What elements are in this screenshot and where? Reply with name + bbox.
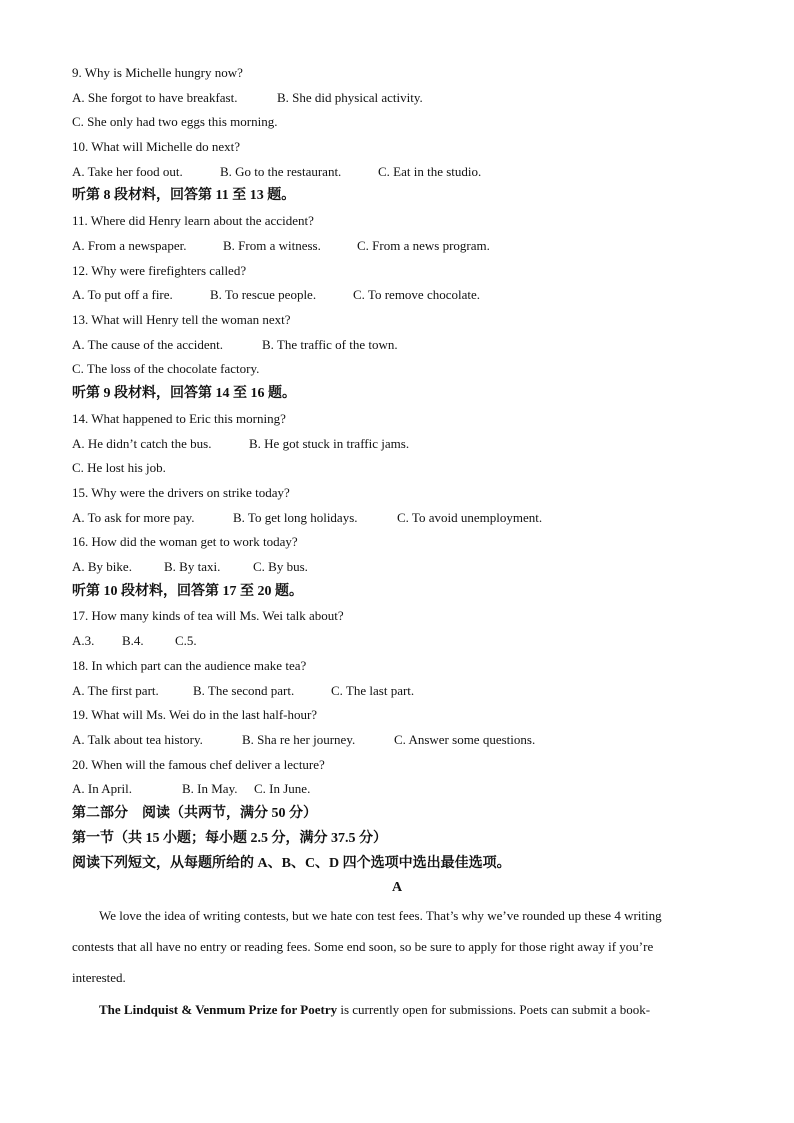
- option-a: A.3.: [72, 633, 95, 648]
- passage-label: A: [391, 880, 403, 895]
- option-c: C.5.: [175, 633, 197, 648]
- option-c: C. Eat in the studio.: [378, 164, 482, 179]
- option-a: A. The cause of the accident.: [72, 337, 223, 352]
- section-1-heading: 第一节（共 15 小题；每小题 2.5 分，满分 37.5 分）: [72, 831, 387, 846]
- question-12: 12. Why were firefighters called?: [72, 263, 247, 278]
- question-20-options: [72, 780, 310, 798]
- passage-paragraph-2: [99, 1001, 749, 1019]
- option-a: A. The first part.: [72, 683, 159, 698]
- option-a: A. She forgot to have breakfast.: [72, 90, 238, 105]
- option-b: B. In May.: [182, 781, 238, 796]
- question-18: 18. In which part can the audience make tea?: [72, 658, 307, 673]
- option-c: C. She only had two eggs this morning.: [72, 114, 278, 129]
- question-10: 10. What will Michelle do next?: [72, 139, 240, 154]
- question-14: 14. What happened to Eric this morning?: [72, 411, 286, 426]
- section-10-heading: 听第 10 段材料，回答第 17 至 20 题。: [72, 584, 303, 599]
- option-b: B. By taxi.: [164, 559, 221, 574]
- option-a: A. Take her food out.: [72, 164, 183, 179]
- option-c: C. Answer some questions.: [394, 732, 536, 747]
- option-b: B. The traffic of the town.: [262, 337, 398, 352]
- contest-name: The Lindquist & Venmum Prize for Poetry: [99, 1002, 338, 1017]
- question-11: 11. Where did Henry learn about the accident?: [72, 213, 314, 228]
- passage-line-3: interested.: [72, 970, 126, 985]
- question-16-options: [72, 558, 308, 576]
- option-b: B. To rescue people.: [210, 287, 317, 302]
- option-a: A. To put off a fire.: [72, 287, 173, 302]
- passage-line-1: We love the idea of writing contests, but we hate con test fees. That’s why we’ve rounded up these 4 writing: [99, 908, 662, 923]
- option-a: A. To ask for more pay.: [72, 510, 195, 525]
- question-13: 13. What will Henry tell the woman next?: [72, 312, 291, 327]
- question-17: 17. How many kinds of tea will Ms. Wei talk about?: [72, 608, 344, 623]
- option-b: B. He got stuck in traffic jams.: [249, 436, 410, 451]
- option-c: C. The loss of the chocolate factory.: [72, 361, 260, 376]
- option-c: C. He lost his job.: [72, 460, 166, 475]
- option-c: C. By bus.: [253, 559, 308, 574]
- option-c: C. The last part.: [331, 683, 415, 698]
- section-9-heading: 听第 9 段材料，回答第 14 至 16 题。: [72, 386, 296, 401]
- option-c: C. From a news program.: [357, 238, 490, 253]
- question-19: 19. What will Ms. Wei do in the last half-hour?: [72, 707, 318, 722]
- option-a: A. Talk about tea history.: [72, 732, 203, 747]
- question-11-options: [72, 237, 490, 255]
- option-b: B. From a witness.: [223, 238, 321, 253]
- option-b: B. To get long holidays.: [233, 510, 358, 525]
- option-b: B. She did physical activity.: [277, 90, 423, 105]
- paragraph-text: is currently open for submissions. Poets can submit a book-: [337, 1002, 651, 1017]
- question-15-options: [72, 509, 542, 527]
- option-a: A. He didn’t catch the bus.: [72, 436, 212, 451]
- question-19-options: [72, 731, 535, 749]
- question-9-options: [72, 89, 423, 107]
- option-b: B. Sha re her journey.: [242, 732, 356, 747]
- question-12-options: [72, 286, 480, 304]
- question-20: 20. When will the famous chef deliver a lecture?: [72, 757, 325, 772]
- passage-line-2: contests that all have no entry or reading fees. Some end soon, so be sure to apply for those right away if you’re: [72, 939, 654, 954]
- part-2-heading: 第二部分 阅读（共两节，满分 50 分）: [72, 806, 317, 821]
- option-a: A. By bike.: [72, 559, 132, 574]
- option-b: B. The second part.: [193, 683, 295, 698]
- option-b: B.4.: [122, 633, 144, 648]
- reading-instruction: 阅读下列短文，从每题所给的 A、B、C、D 四个选项中选出最佳选项。: [72, 856, 511, 871]
- question-15: 15. Why were the drivers on strike today?: [72, 485, 290, 500]
- option-a: A. From a newspaper.: [72, 238, 187, 253]
- question-10-options: [72, 163, 481, 181]
- option-b: B. Go to the restaurant.: [220, 164, 342, 179]
- question-14-options: [72, 435, 409, 453]
- option-a: A. In April.: [72, 781, 132, 796]
- option-c: C. In June.: [254, 781, 311, 796]
- question-17-options: [72, 632, 197, 650]
- option-c: C. To remove chocolate.: [353, 287, 481, 302]
- question-13-options: [72, 336, 398, 354]
- option-c: C. To avoid unemployment.: [397, 510, 543, 525]
- question-18-options: [72, 682, 414, 700]
- section-8-heading: 听第 8 段材料，回答第 11 至 13 题。: [72, 188, 296, 203]
- question-16: 16. How did the woman get to work today?: [72, 534, 298, 549]
- question-9: 9. Why is Michelle hungry now?: [72, 65, 243, 80]
